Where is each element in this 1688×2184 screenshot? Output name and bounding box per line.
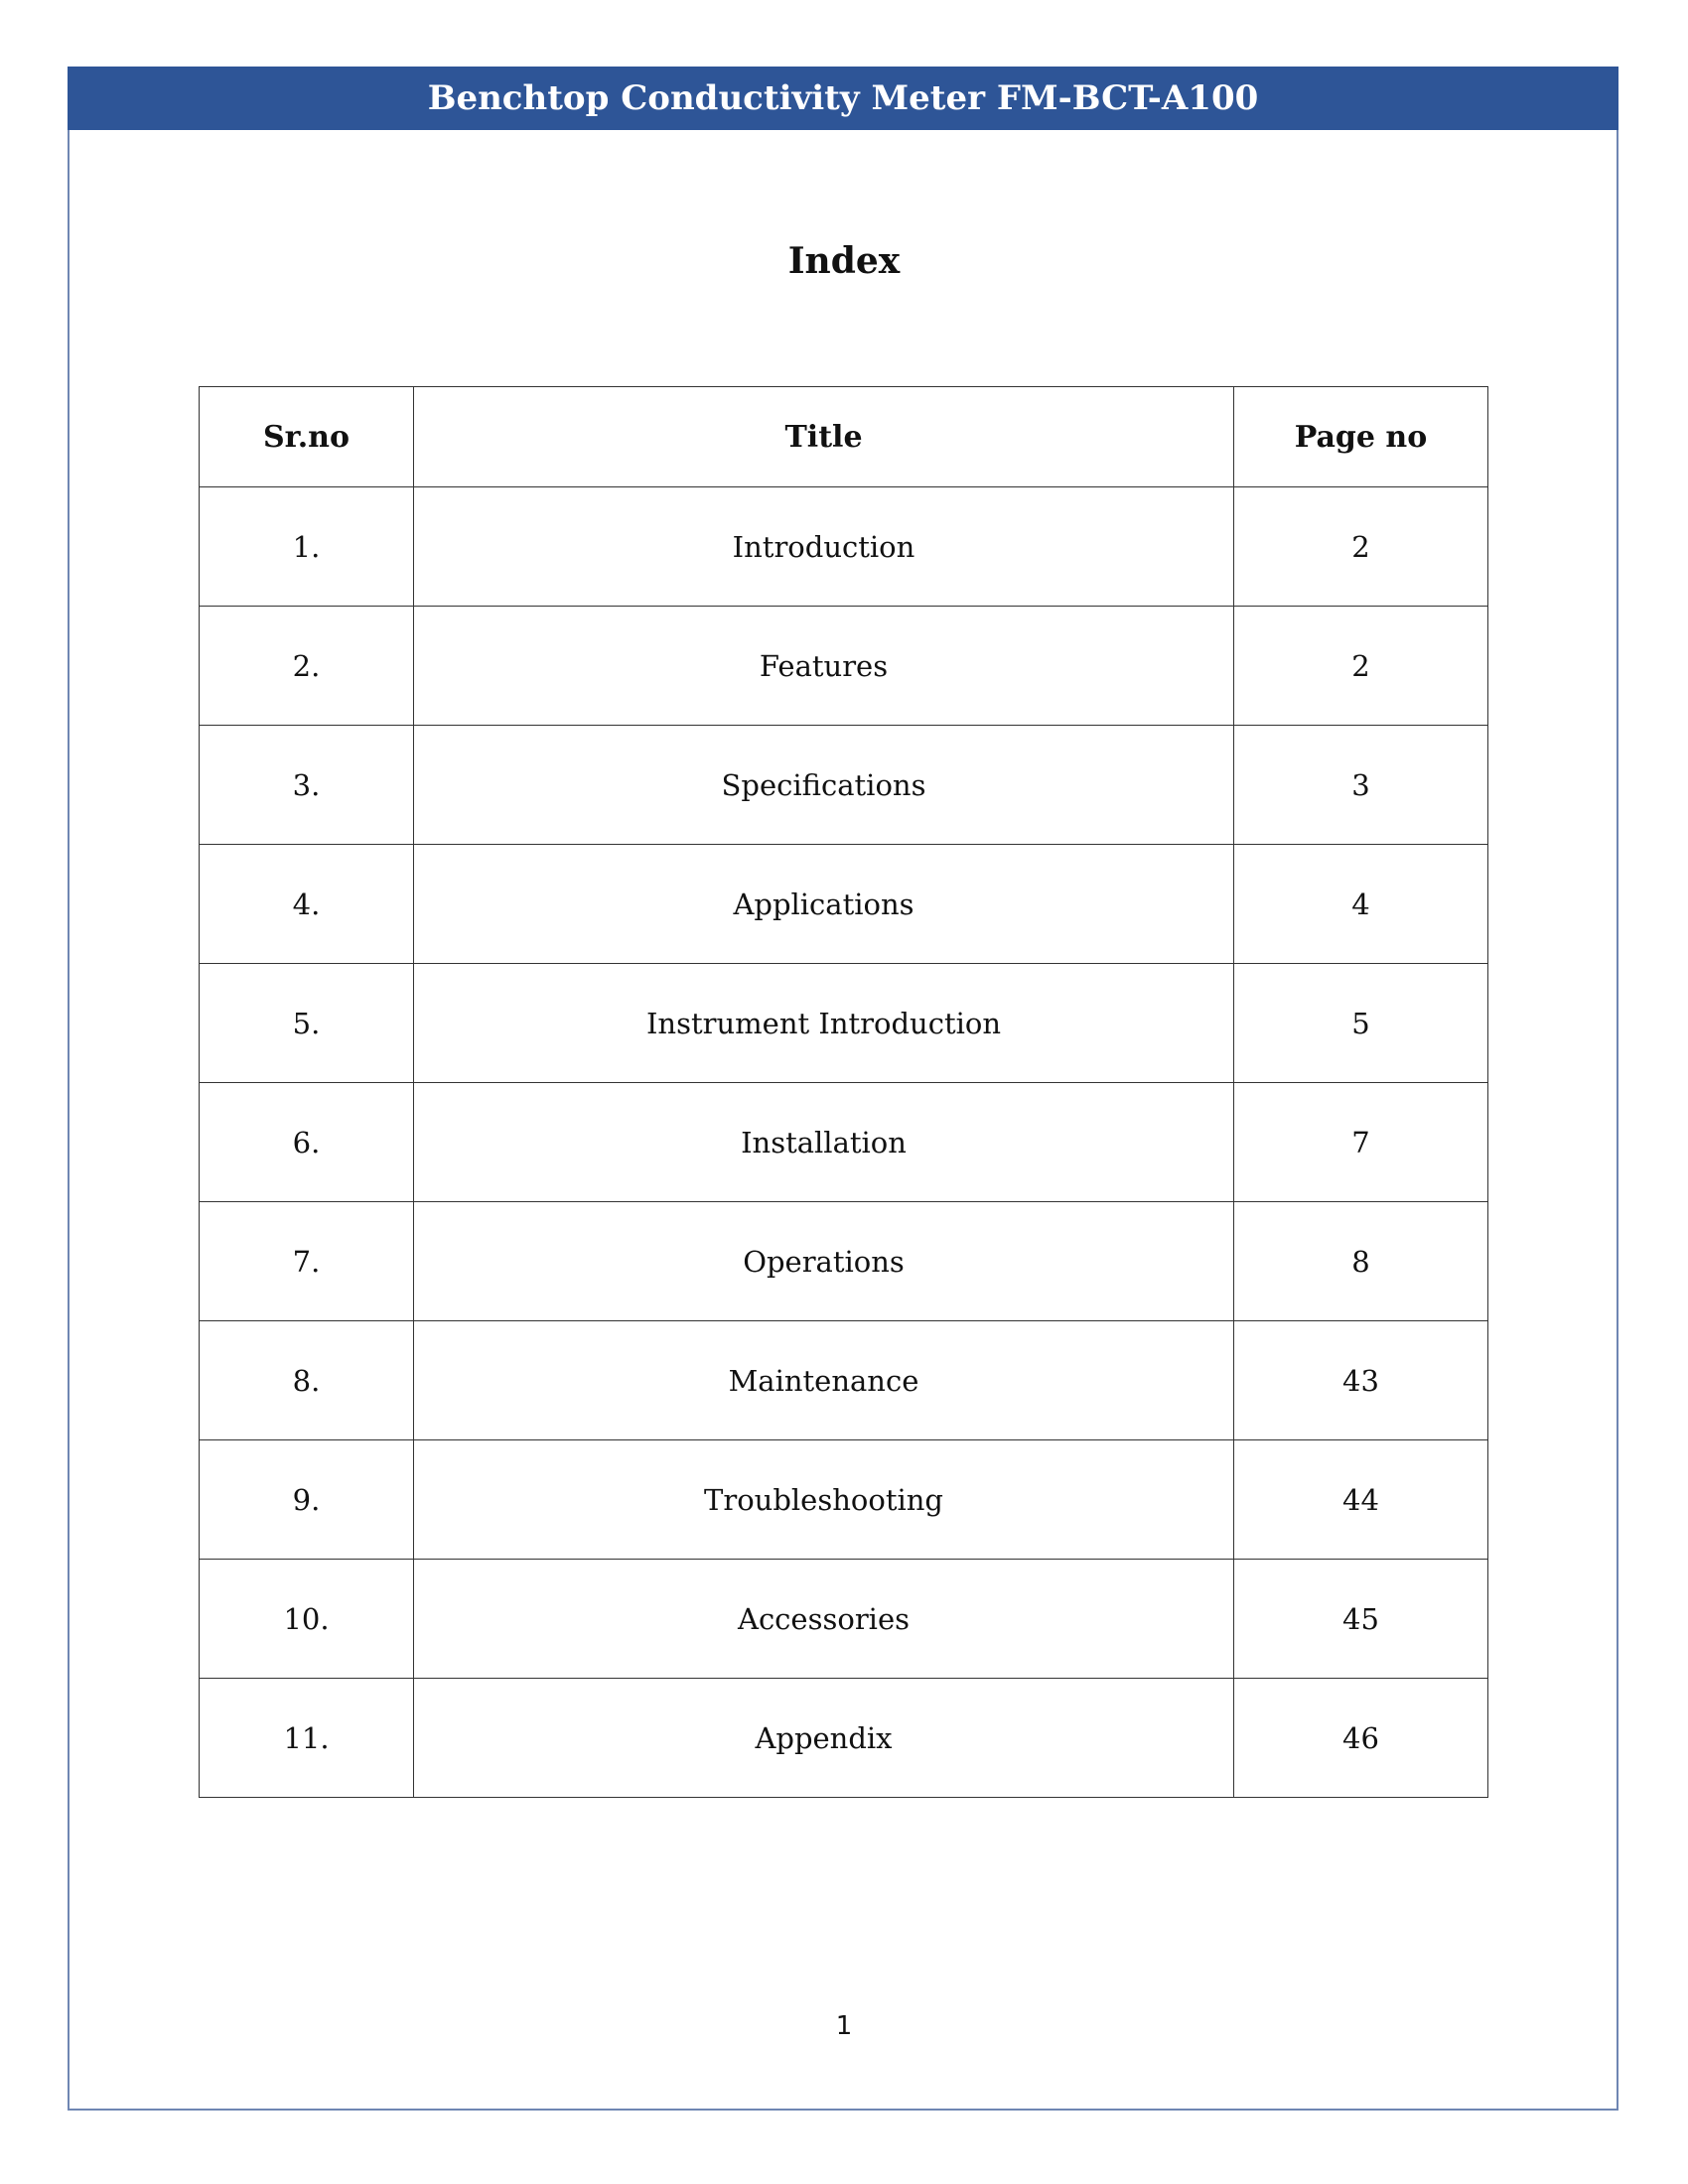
table-row bbox=[200, 1679, 1488, 1798]
table-row bbox=[200, 1321, 1488, 1440]
page-number: 1 bbox=[835, 2011, 853, 2041]
table-row bbox=[200, 845, 1488, 964]
cell-page-no: 5 bbox=[1234, 964, 1488, 1083]
cell-title: Specifications bbox=[414, 726, 1234, 845]
cell-sr-no: 3. bbox=[200, 726, 414, 845]
table-row bbox=[200, 487, 1488, 607]
table-row bbox=[200, 1202, 1488, 1321]
cell-page-no: 2 bbox=[1234, 487, 1488, 607]
cell-title: Instrument Introduction bbox=[414, 964, 1234, 1083]
cell-sr-no: 5. bbox=[200, 964, 414, 1083]
cell-page-no: 46 bbox=[1234, 1679, 1488, 1798]
cell-page-no: 2 bbox=[1234, 607, 1488, 726]
table-row bbox=[200, 607, 1488, 726]
cell-title: Installation bbox=[414, 1083, 1234, 1202]
cell-sr-no: 1. bbox=[200, 487, 414, 607]
cell-page-no: 43 bbox=[1234, 1321, 1488, 1440]
cell-sr-no: 9. bbox=[200, 1440, 414, 1560]
cell-title: Troubleshooting bbox=[414, 1440, 1234, 1560]
cell-sr-no: 4. bbox=[200, 845, 414, 964]
cell-page-no: 3 bbox=[1234, 726, 1488, 845]
cell-page-no: 7 bbox=[1234, 1083, 1488, 1202]
cell-title: Accessories bbox=[414, 1560, 1234, 1679]
cell-title: Maintenance bbox=[414, 1321, 1234, 1440]
cell-title: Features bbox=[414, 607, 1234, 726]
cell-sr-no: 6. bbox=[200, 1083, 414, 1202]
cell-page-no: 44 bbox=[1234, 1440, 1488, 1560]
cell-page-no: 4 bbox=[1234, 845, 1488, 964]
cell-page-no: 45 bbox=[1234, 1560, 1488, 1679]
column-header-page-no: Page no bbox=[1234, 387, 1488, 487]
header-title: Benchtop Conductivity Meter FM-BCT-A100 bbox=[427, 78, 1259, 118]
cell-title: Applications bbox=[414, 845, 1234, 964]
cell-title: Operations bbox=[414, 1202, 1234, 1321]
cell-sr-no: 7. bbox=[200, 1202, 414, 1321]
cell-sr-no: 10. bbox=[200, 1560, 414, 1679]
cell-title: Appendix bbox=[414, 1679, 1234, 1798]
table-row bbox=[200, 964, 1488, 1083]
table-row bbox=[200, 1560, 1488, 1679]
index-table bbox=[199, 386, 1488, 1798]
cell-sr-no: 11. bbox=[200, 1679, 414, 1798]
table-row bbox=[200, 1440, 1488, 1560]
table-row bbox=[200, 726, 1488, 845]
column-header-title: Title bbox=[414, 387, 1234, 487]
table-header-row bbox=[200, 387, 1488, 487]
cell-sr-no: 8. bbox=[200, 1321, 414, 1440]
table-row bbox=[200, 1083, 1488, 1202]
page-title: Index bbox=[787, 240, 901, 282]
column-header-sr-no: Sr.no bbox=[200, 387, 414, 487]
cell-title: Introduction bbox=[414, 487, 1234, 607]
cell-page-no: 8 bbox=[1234, 1202, 1488, 1321]
cell-sr-no: 2. bbox=[200, 607, 414, 726]
header-bar bbox=[68, 67, 1618, 130]
